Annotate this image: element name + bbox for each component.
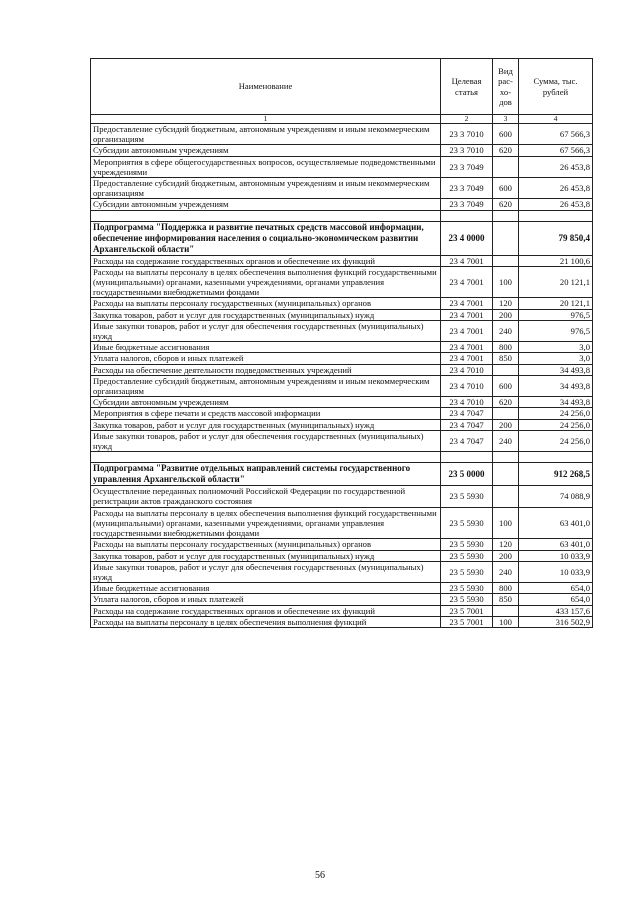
name-cell: Расходы на содержание государственных органов и обеспечение их функций xyxy=(91,605,441,616)
code-cell: 23 4 7001 xyxy=(441,342,493,353)
table-row xyxy=(91,539,593,550)
sum-cell: 3,0 xyxy=(519,342,593,353)
type-cell: 620 xyxy=(493,397,519,408)
type-cell: 100 xyxy=(493,616,519,627)
table-row xyxy=(91,364,593,375)
spacer-cell xyxy=(519,452,593,463)
spacer-cell xyxy=(441,452,493,463)
table-row xyxy=(91,605,593,616)
sum-cell: 433 157,6 xyxy=(519,605,593,616)
table-row xyxy=(91,419,593,430)
code-cell: 23 5 5930 xyxy=(441,561,493,582)
type-cell: 800 xyxy=(493,342,519,353)
table-row xyxy=(91,309,593,320)
type-cell: 600 xyxy=(493,178,519,199)
name-cell: Уплата налогов, сборов и иных платежей xyxy=(91,353,441,364)
header-sum: Сумма, тыс. рублей xyxy=(519,59,593,115)
type-cell: 850 xyxy=(493,594,519,605)
type-cell: 600 xyxy=(493,375,519,396)
table-row xyxy=(91,178,593,199)
sum-cell: 24 256,0 xyxy=(519,408,593,419)
budget-table xyxy=(90,58,593,628)
header-name: Наименование xyxy=(91,59,441,115)
code-cell: 23 5 7001 xyxy=(441,616,493,627)
header-number-row xyxy=(91,115,593,124)
code-cell: 23 5 5930 xyxy=(441,594,493,605)
sum-cell: 34 493,8 xyxy=(519,397,593,408)
name-cell: Подпрограмма "Поддержка и развитие печатных средств массовой информации, обеспечение информирования населения о социально-экономическом развитии Архангельской области" xyxy=(91,221,441,255)
name-cell: Предоставление субсидий бюджетным, автономным учреждениям и иным некоммерческим организациям xyxy=(91,178,441,199)
header-type: Вид рас- хо- дов xyxy=(493,59,519,115)
table-row xyxy=(91,561,593,582)
sum-cell: 21 100,6 xyxy=(519,255,593,266)
code-cell: 23 4 7001 xyxy=(441,298,493,309)
type-cell xyxy=(493,221,519,255)
spacer-row xyxy=(91,210,593,221)
sum-cell: 79 850,4 xyxy=(519,221,593,255)
name-cell: Расходы на обеспечение деятельности подведомственных учреждений xyxy=(91,364,441,375)
type-cell: 120 xyxy=(493,298,519,309)
code-cell: 23 4 7047 xyxy=(441,419,493,430)
name-cell: Иные закупки товаров, работ и услуг для обеспечения государственных (муниципальных) нужд xyxy=(91,320,441,341)
sum-cell: 10 033,9 xyxy=(519,561,593,582)
sum-cell: 63 401,0 xyxy=(519,539,593,550)
name-cell: Расходы на содержание государственных органов и обеспечение их функций xyxy=(91,255,441,266)
code-cell: 23 4 7047 xyxy=(441,430,493,451)
table-row xyxy=(91,124,593,145)
code-cell: 23 3 7010 xyxy=(441,145,493,156)
subprogram-row xyxy=(91,221,593,255)
table-body xyxy=(91,124,593,628)
type-cell: 100 xyxy=(493,266,519,298)
type-cell xyxy=(493,463,519,486)
type-cell: 240 xyxy=(493,561,519,582)
table-row xyxy=(91,298,593,309)
name-cell: Иные бюджетные ассигнования xyxy=(91,583,441,594)
code-cell: 23 4 7010 xyxy=(441,364,493,375)
sum-cell: 26 453,8 xyxy=(519,156,593,177)
type-cell: 120 xyxy=(493,539,519,550)
name-cell: Расходы на выплаты персоналу в целях обеспечения выполнения функций государственными (муниципальными) органами, казенными учреждениями, органами управления государственными внебюджетными фондами xyxy=(91,507,441,539)
sum-cell: 26 453,8 xyxy=(519,199,593,210)
table-row xyxy=(91,507,593,539)
type-cell: 800 xyxy=(493,583,519,594)
sum-cell: 67 566,3 xyxy=(519,145,593,156)
header-number: 1 xyxy=(91,115,441,124)
code-cell: 23 3 7049 xyxy=(441,156,493,177)
sum-cell: 976,5 xyxy=(519,320,593,341)
subprogram-row xyxy=(91,463,593,486)
code-cell: 23 4 7001 xyxy=(441,255,493,266)
code-cell: 23 4 0000 xyxy=(441,221,493,255)
name-cell: Предоставление субсидий бюджетным, автономным учреждениям и иным некоммерческим организациям xyxy=(91,375,441,396)
code-cell: 23 4 7047 xyxy=(441,408,493,419)
code-cell: 23 3 7049 xyxy=(441,178,493,199)
sum-cell: 20 121,1 xyxy=(519,298,593,309)
name-cell: Осуществление переданных полномочий Российской Федерации по государственной регистрации актов гражданского состояния xyxy=(91,486,441,507)
code-cell: 23 5 5930 xyxy=(441,539,493,550)
name-cell: Расходы на выплаты персоналу государственных (муниципальных) органов xyxy=(91,539,441,550)
type-cell xyxy=(493,255,519,266)
type-cell xyxy=(493,364,519,375)
name-cell: Субсидии автономным учреждениям xyxy=(91,199,441,210)
type-cell: 100 xyxy=(493,507,519,539)
table-row xyxy=(91,397,593,408)
type-cell: 600 xyxy=(493,124,519,145)
type-cell: 620 xyxy=(493,199,519,210)
type-cell xyxy=(493,605,519,616)
name-cell: Мероприятия в сфере печати и средств массовой информации xyxy=(91,408,441,419)
name-cell: Предоставление субсидий бюджетным, автономным учреждениям и иным некоммерческим организациям xyxy=(91,124,441,145)
name-cell: Расходы на выплаты персоналу в целях обеспечения выполнения функций xyxy=(91,616,441,627)
type-cell: 240 xyxy=(493,430,519,451)
sum-cell: 67 566,3 xyxy=(519,124,593,145)
code-cell: 23 4 7010 xyxy=(441,397,493,408)
spacer-row xyxy=(91,452,593,463)
sum-cell: 63 401,0 xyxy=(519,507,593,539)
table-row xyxy=(91,266,593,298)
code-cell: 23 5 0000 xyxy=(441,463,493,486)
sum-cell: 654,0 xyxy=(519,594,593,605)
code-cell: 23 4 7001 xyxy=(441,353,493,364)
code-cell: 23 4 7010 xyxy=(441,375,493,396)
sum-cell: 24 256,0 xyxy=(519,430,593,451)
code-cell: 23 5 5930 xyxy=(441,507,493,539)
table-row xyxy=(91,320,593,341)
table-row xyxy=(91,375,593,396)
name-cell: Расходы на выплаты персоналу государственных (муниципальных) органов xyxy=(91,298,441,309)
name-cell: Субсидии автономным учреждениям xyxy=(91,397,441,408)
name-cell: Мероприятия в сфере общегосударственных вопросов, осуществляемые подведомственными учреждениями xyxy=(91,156,441,177)
type-cell: 240 xyxy=(493,320,519,341)
table-row xyxy=(91,430,593,451)
code-cell: 23 3 7049 xyxy=(441,199,493,210)
table-row xyxy=(91,342,593,353)
sum-cell: 316 502,9 xyxy=(519,616,593,627)
type-cell: 850 xyxy=(493,353,519,364)
name-cell: Уплата налогов, сборов и иных платежей xyxy=(91,594,441,605)
spacer-cell xyxy=(493,452,519,463)
table-row xyxy=(91,156,593,177)
code-cell: 23 4 7001 xyxy=(441,320,493,341)
sum-cell: 3,0 xyxy=(519,353,593,364)
table-row xyxy=(91,583,593,594)
type-cell xyxy=(493,408,519,419)
table-row xyxy=(91,145,593,156)
header-number: 3 xyxy=(493,115,519,124)
type-cell: 620 xyxy=(493,145,519,156)
sum-cell: 20 121,1 xyxy=(519,266,593,298)
type-cell: 200 xyxy=(493,309,519,320)
header-code: Целевая статья xyxy=(441,59,493,115)
sum-cell: 912 268,5 xyxy=(519,463,593,486)
table-row xyxy=(91,616,593,627)
page-number: 56 xyxy=(315,870,325,881)
type-cell xyxy=(493,156,519,177)
spacer-cell xyxy=(441,210,493,221)
type-cell xyxy=(493,486,519,507)
table-row xyxy=(91,550,593,561)
table-row xyxy=(91,255,593,266)
table-header xyxy=(91,59,593,124)
table-row xyxy=(91,353,593,364)
table-row xyxy=(91,408,593,419)
name-cell: Закупка товаров, работ и услуг для государственных (муниципальных) нужд xyxy=(91,550,441,561)
table-row xyxy=(91,594,593,605)
code-cell: 23 5 5930 xyxy=(441,583,493,594)
type-cell: 200 xyxy=(493,419,519,430)
sum-cell: 34 493,8 xyxy=(519,375,593,396)
sum-cell: 26 453,8 xyxy=(519,178,593,199)
sum-cell: 976,5 xyxy=(519,309,593,320)
spacer-cell xyxy=(91,210,441,221)
name-cell: Иные бюджетные ассигнования xyxy=(91,342,441,353)
sum-cell: 654,0 xyxy=(519,583,593,594)
type-cell: 200 xyxy=(493,550,519,561)
code-cell: 23 3 7010 xyxy=(441,124,493,145)
spacer-cell xyxy=(493,210,519,221)
sum-cell: 74 088,9 xyxy=(519,486,593,507)
name-cell: Субсидии автономным учреждениям xyxy=(91,145,441,156)
name-cell: Закупка товаров, работ и услуг для государственных (муниципальных) нужд xyxy=(91,419,441,430)
name-cell: Иные закупки товаров, работ и услуг для обеспечения государственных (муниципальных) нужд xyxy=(91,430,441,451)
name-cell: Расходы на выплаты персоналу в целях обеспечения выполнения функций государственными (муниципальными) органами, казенными учреждениями, органами управления государственными внебюджетными фондами xyxy=(91,266,441,298)
name-cell: Закупка товаров, работ и услуг для государственных (муниципальных) нужд xyxy=(91,309,441,320)
sum-cell: 34 493,8 xyxy=(519,364,593,375)
spacer-cell xyxy=(519,210,593,221)
code-cell: 23 5 5930 xyxy=(441,550,493,561)
sum-cell: 24 256,0 xyxy=(519,419,593,430)
name-cell: Подпрограмма "Развитие отдельных направлений системы государственного управления Архангельской области" xyxy=(91,463,441,486)
spacer-cell xyxy=(91,452,441,463)
header-row xyxy=(91,59,593,115)
table-row xyxy=(91,486,593,507)
name-cell: Иные закупки товаров, работ и услуг для обеспечения государственных (муниципальных) нужд xyxy=(91,561,441,582)
table-row xyxy=(91,199,593,210)
header-number: 4 xyxy=(519,115,593,124)
code-cell: 23 4 7001 xyxy=(441,266,493,298)
code-cell: 23 5 5930 xyxy=(441,486,493,507)
sum-cell: 10 033,9 xyxy=(519,550,593,561)
code-cell: 23 5 7001 xyxy=(441,605,493,616)
header-number: 2 xyxy=(441,115,493,124)
code-cell: 23 4 7001 xyxy=(441,309,493,320)
